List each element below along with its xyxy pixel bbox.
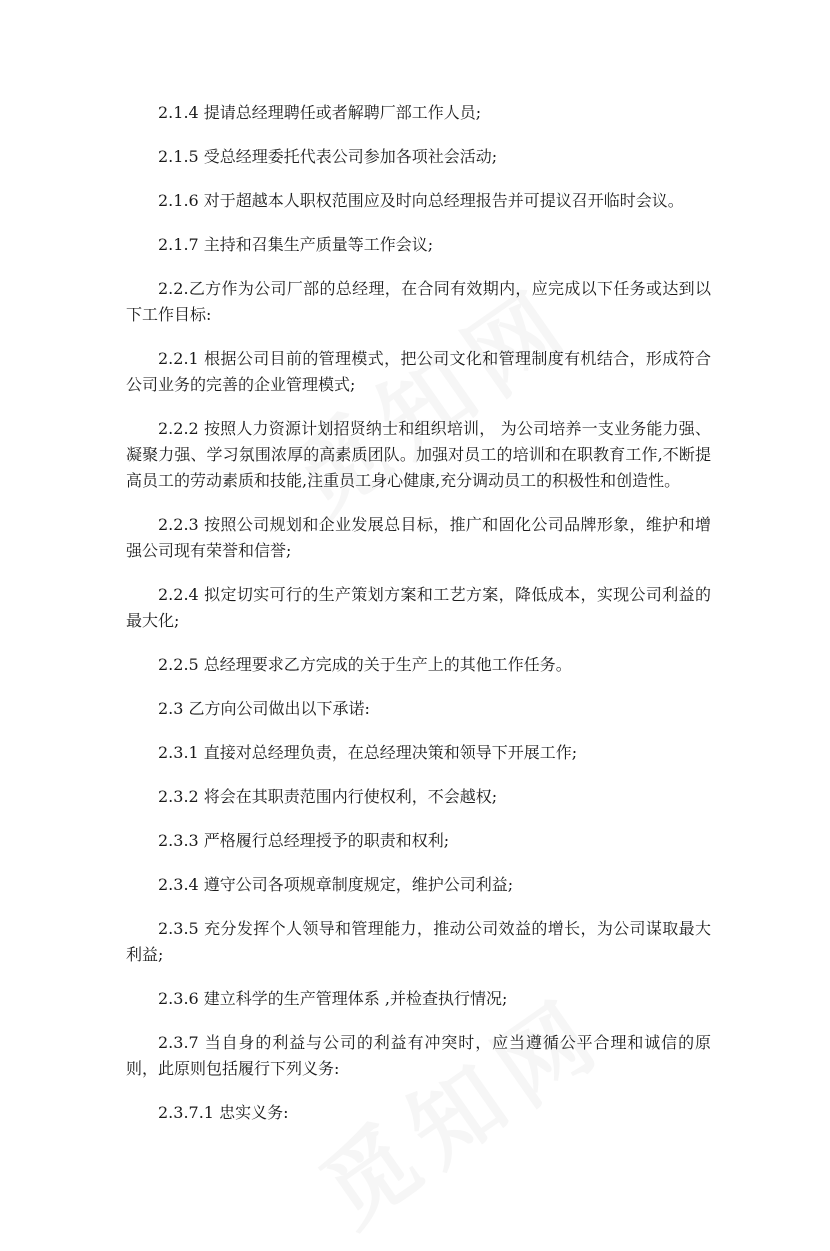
paragraph-2-1-6: 2.1.6 对于超越本人职权范围应及时向总经理报告并可提议召开临时会议。 [158, 191, 684, 210]
paragraph-2-2-5: 2.2.5 总经理要求乙方完成的关于生产上的其他工作任务。 [158, 655, 572, 674]
paragraph-2-3-3: 2.3.3 严格履行总经理授予的职责和权利; [158, 831, 450, 850]
paragraph-2-3: 2.3 乙方向公司做出以下承诺: [158, 699, 370, 718]
paragraph-2-3-7-1: 2.3.7.1 忠实义务: [158, 1103, 289, 1122]
paragraph-2-3-4: 2.3.4 遵守公司各项规章制度规定，维护公司利益; [158, 875, 514, 894]
paragraph-2-1-5: 2.1.5 受总经理委托代表公司参加各项社会活动; [158, 147, 498, 166]
document-body [126, 100, 711, 1144]
paragraph-2-3-5: 2.3.5 充分发挥个人领导和管理能力，推动公司效益的增长，为公司谋取最大利益; [126, 919, 711, 964]
paragraph-2-3-1: 2.3.1 直接对总经理负责，在总经理决策和领导下开展工作; [158, 743, 578, 762]
paragraph-2-1-7: 2.1.7 主持和召集生产质量等工作会议; [158, 235, 434, 254]
paragraph-2-3-6: 2.3.6 建立科学的生产管理体系 ,并检查执行情况; [158, 989, 508, 1008]
paragraph-2-1-4: 2.1.4 提请总经理聘任或者解聘厂部工作人员; [158, 103, 482, 122]
paragraph-2-3-7: 2.3.7 当自身的利益与公司的利益有冲突时，应当遵循公平合理和诚信的原则，此原则包括履行下列义务: [126, 1033, 711, 1078]
paragraph-2-2-4: 2.2.4 拟定切实可行的生产策划方案和工艺方案，降低成本，实现公司利益的最大化; [126, 585, 711, 630]
paragraph-2-2-3: 2.2.3 按照公司规划和企业发展总目标，推广和固化公司品牌形象，维护和增强公司现有荣誉和信誉; [126, 515, 711, 560]
paragraph-2-2-1: 2.2.1 根据公司目前的管理模式，把公司文化和管理制度有机结合，形成符合公司业务的完善的企业管理模式; [126, 349, 711, 394]
paragraph-2-2: 2.2.乙方作为公司厂部的总经理，在合同有效期内，应完成以下任务或达到以下工作目标: [126, 279, 711, 324]
paragraph-2-2-2: 2.2.2 按照人力资源计划招贤纳士和组织培训， 为公司培养一支业务能力强、凝聚力强、学习氛围浓厚的高素质团队。加强对员工的培训和在职教育工作,不断提高员工的劳动素质和技能,注重员工身心健康,充分调动员工的积极性和创造性。 [126, 419, 711, 490]
paragraph-2-3-2: 2.3.2 将会在其职责范围内行使权利，不会越权; [158, 787, 498, 806]
